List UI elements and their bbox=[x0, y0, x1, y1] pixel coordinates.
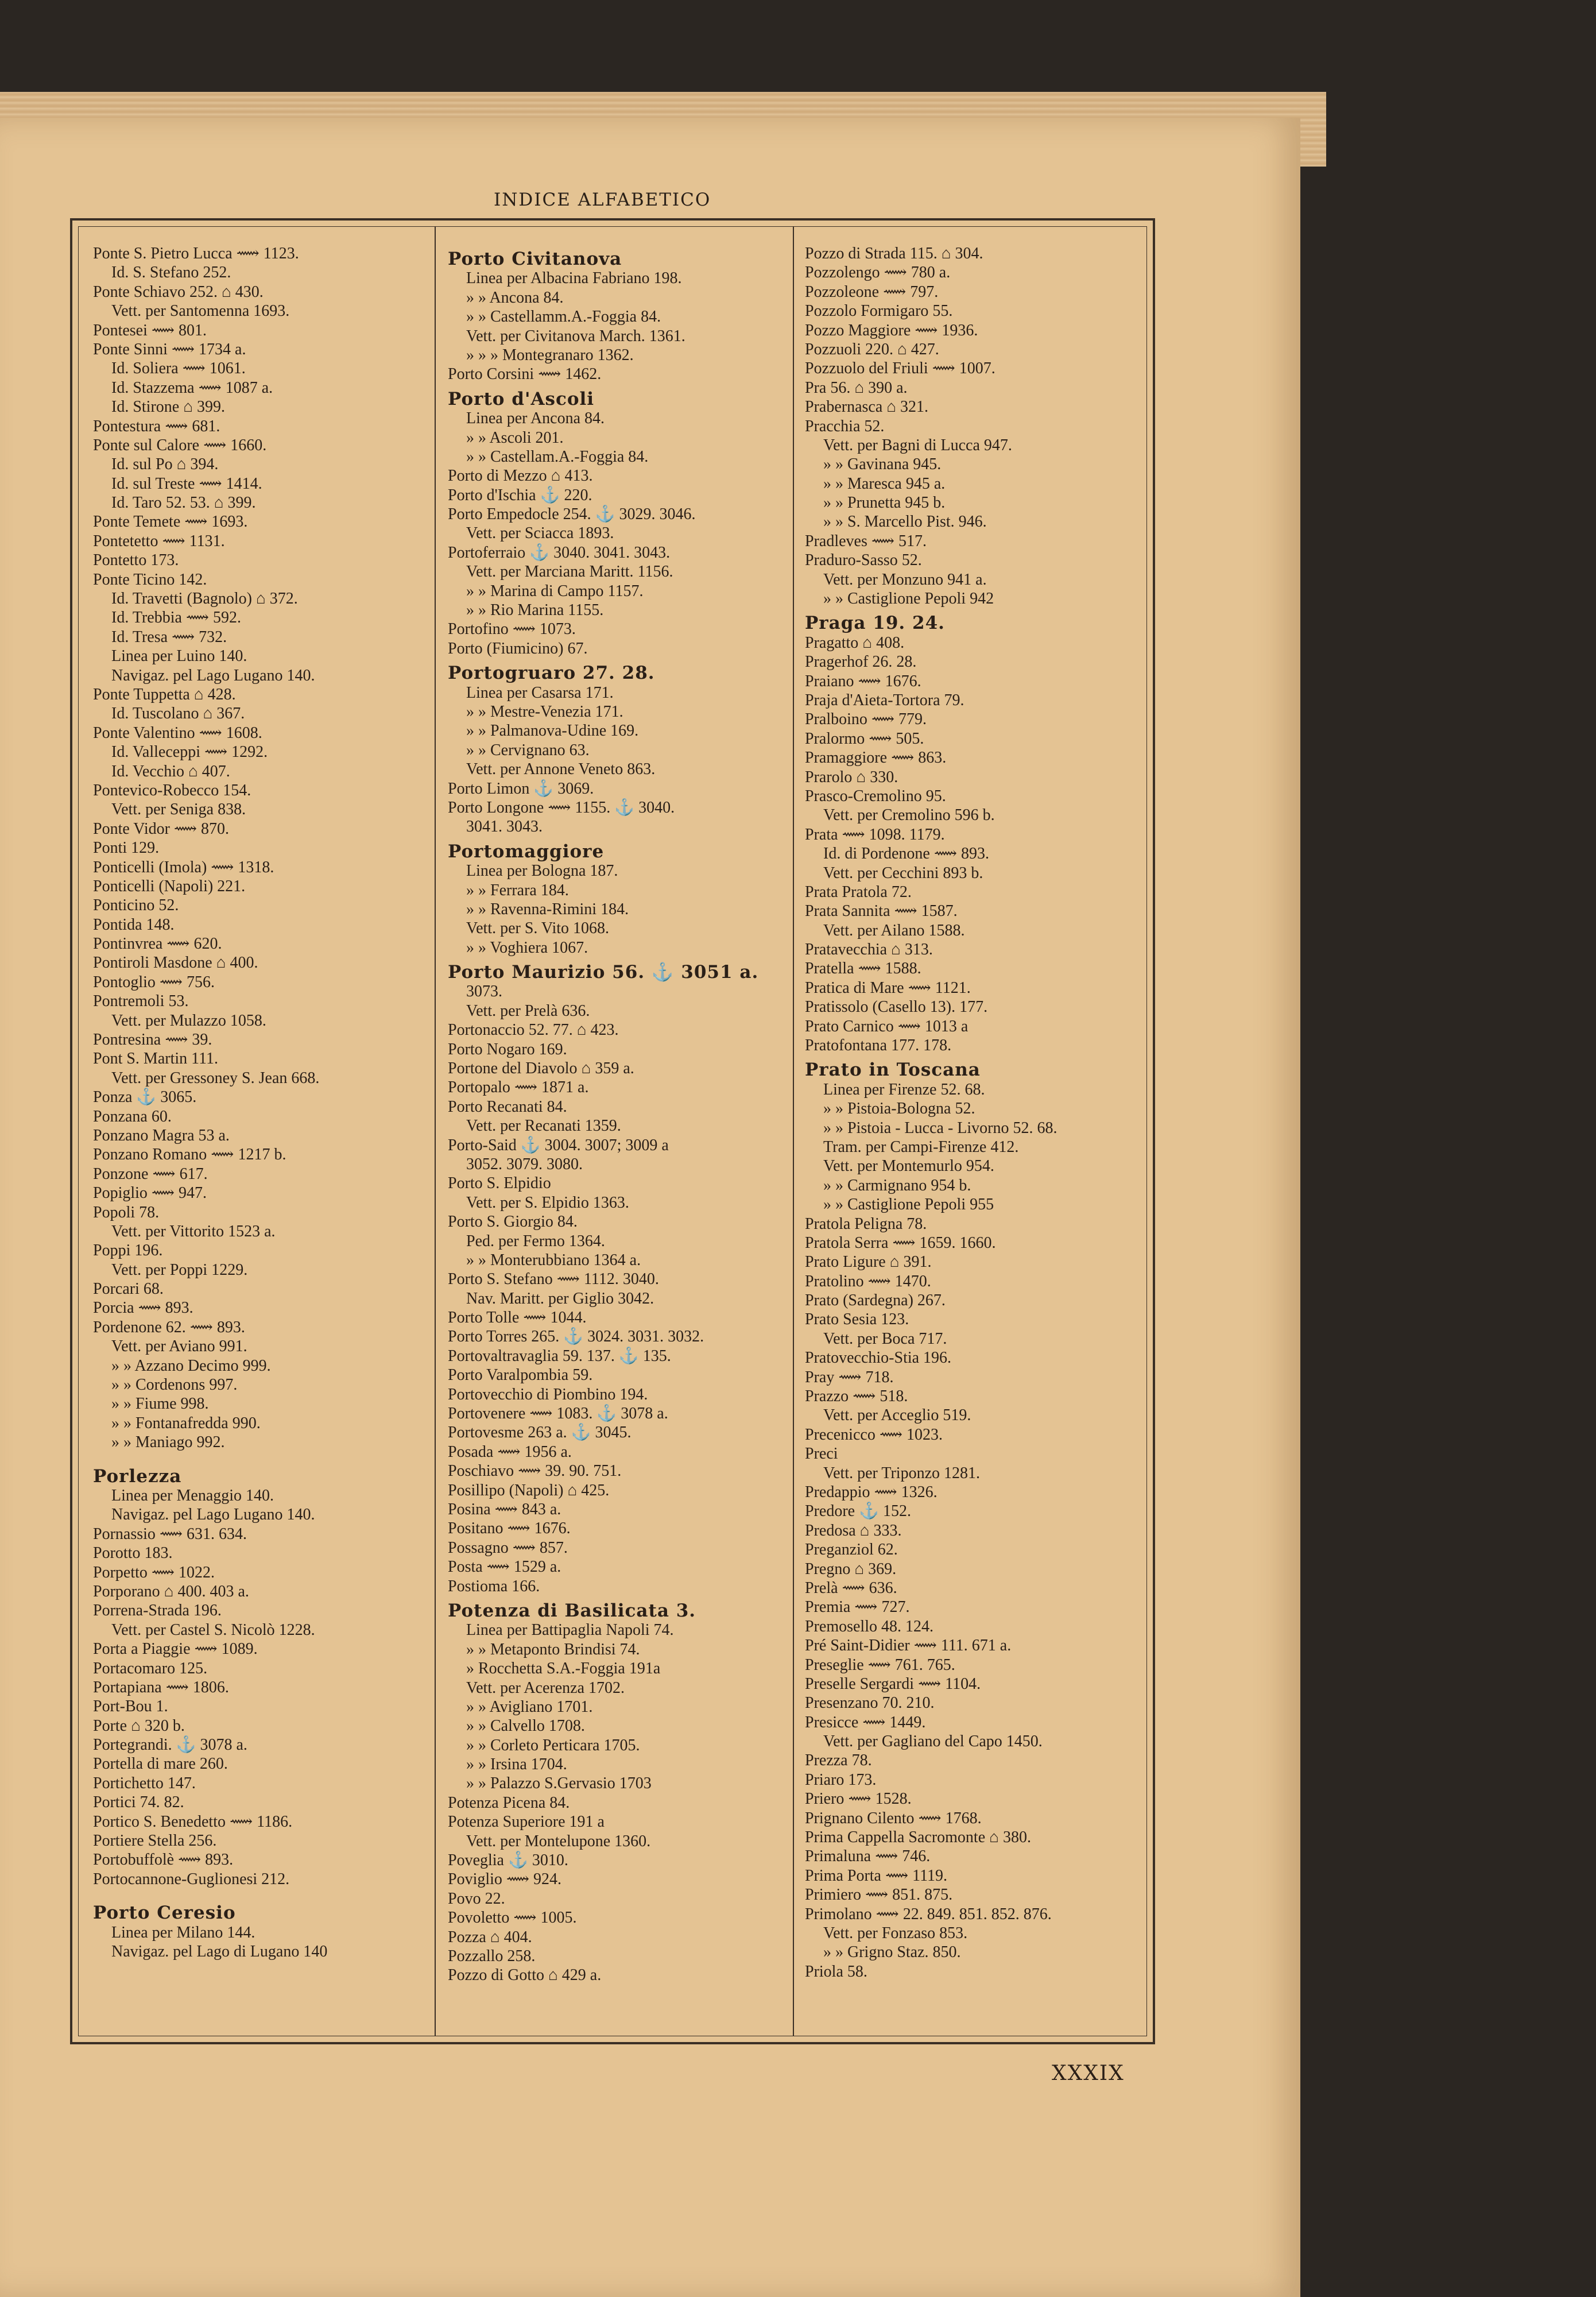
index-subentry: Vett. per Montelupone 1360. bbox=[466, 1832, 651, 1850]
index-entry: Ponte Schiavo 252. ⌂ 430. bbox=[93, 283, 264, 301]
index-subentry: Linea per Battipaglia Napoli 74. bbox=[466, 1621, 674, 1639]
index-entry: Pontremoli 53. bbox=[93, 992, 189, 1011]
index-entry: Portiere Stella 256. bbox=[93, 1832, 217, 1850]
index-entry: Pradleves ⟿ 517. bbox=[805, 532, 927, 550]
index-entry: Ponzano Romano ⟿ 1217 b. bbox=[93, 1146, 286, 1164]
index-heading: Portomaggiore bbox=[448, 841, 605, 862]
index-entry: Pontida 148. bbox=[93, 915, 175, 934]
index-entry: Pracchia 52. bbox=[805, 417, 885, 435]
index-heading: Porto Ceresio bbox=[93, 1902, 236, 1924]
index-entry: Porto Tolle ⟿ 1044. bbox=[448, 1309, 587, 1327]
index-subentry: Linea per Menaggio 140. bbox=[111, 1487, 274, 1505]
index-entry: Pozza ⌂ 404. bbox=[448, 1928, 532, 1946]
index-entry: Pralormo ⟿ 505. bbox=[805, 729, 924, 748]
index-subentry: » » Palmanova-Udine 169. bbox=[466, 722, 639, 740]
index-entry: Portovesme 263 a. ⚓ 3045. bbox=[448, 1424, 632, 1442]
index-subentry: » » Castiglione Pepoli 942 bbox=[823, 590, 994, 608]
index-entry: Porto S. Giorgio 84. bbox=[448, 1213, 578, 1231]
index-subentry: Id. Soliera ⟿ 1061. bbox=[111, 359, 246, 378]
index-subentry: Linea per Firenze 52. 68. bbox=[823, 1080, 985, 1099]
index-subentry: » » Pistoia-Bologna 52. bbox=[823, 1100, 975, 1118]
index-subentry: 3052. 3079. 3080. bbox=[466, 1155, 583, 1173]
index-entry: Postioma 166. bbox=[448, 1577, 540, 1595]
index-entry: Pozzuolo del Friuli ⟿ 1007. bbox=[805, 359, 995, 378]
index-subentry: » » Irsina 1704. bbox=[466, 1755, 567, 1774]
index-subentry: Vett. per Cremolino 596 b. bbox=[823, 806, 995, 825]
index-entry: Prazzo ⟿ 518. bbox=[805, 1387, 908, 1406]
index-entry: Predore ⚓ 152. bbox=[805, 1502, 911, 1521]
index-entry: Porpetto ⟿ 1022. bbox=[93, 1563, 215, 1581]
index-heading: Porto d'Ascoli bbox=[448, 388, 595, 409]
index-entry: Port-Bou 1. bbox=[93, 1697, 168, 1716]
index-entry: Potenza Superiore 191 a bbox=[448, 1813, 605, 1831]
index-entry: Porto S. Stefano ⟿ 1112. 3040. bbox=[448, 1270, 659, 1289]
index-entry: Pray ⟿ 718. bbox=[805, 1368, 894, 1386]
index-entry: Ponzone ⟿ 617. bbox=[93, 1165, 208, 1183]
index-entry: Popoli 78. bbox=[93, 1203, 160, 1221]
index-subentry: Vett. per Seniga 838. bbox=[111, 801, 246, 819]
index-entry: Posina ⟿ 843 a. bbox=[448, 1501, 561, 1518]
index-heading: Prato in Toscana bbox=[805, 1059, 981, 1081]
index-entry: Porto Longone ⟿ 1155. ⚓ 3040. bbox=[448, 798, 675, 817]
index-entry: Porto Limon ⚓ 3069. bbox=[448, 779, 594, 798]
index-entry: Prabernasca ⌂ 321. bbox=[805, 398, 929, 416]
index-entry: Pragerhof 26. 28. bbox=[805, 653, 917, 671]
index-subentry: » » Fontanafredda 990. bbox=[111, 1414, 261, 1432]
index-entry: Portegrandi. ⚓ 3078 a. bbox=[93, 1736, 247, 1754]
index-entry: Praiano ⟿ 1676. bbox=[805, 672, 921, 690]
index-heading: Porto Civitanova bbox=[448, 249, 622, 269]
index-entry: Ponza ⚓ 3065. bbox=[93, 1088, 197, 1107]
index-entry: Poviglio ⟿ 924. bbox=[448, 1870, 562, 1889]
entry-gap bbox=[93, 1889, 425, 1898]
index-entry: Ponzana 60. bbox=[93, 1107, 172, 1126]
column-divider bbox=[793, 227, 794, 2036]
index-entry: Portopalo ⟿ 1871 a. bbox=[448, 1078, 589, 1097]
index-entry: Pornassio ⟿ 631. 634. bbox=[93, 1525, 247, 1543]
index-subentry: » » Gavinana 945. bbox=[823, 455, 942, 474]
index-entry: Posillipo (Napoli) ⌂ 425. bbox=[448, 1481, 610, 1499]
index-entry: Prelà ⟿ 636. bbox=[805, 1579, 897, 1597]
index-subentry: » » Rio Marina 1155. bbox=[466, 601, 604, 620]
index-subentry: » » Fiume 998. bbox=[111, 1395, 209, 1413]
index-subentry: Vett. per Gagliano del Capo 1450. bbox=[823, 1733, 1043, 1751]
index-subentry: Vett. per Aviano 991. bbox=[111, 1337, 247, 1356]
index-entry: Pontetetto ⟿ 1131. bbox=[93, 532, 225, 550]
index-subentry: » » Corleto Perticara 1705. bbox=[466, 1736, 640, 1754]
page-number: XXXIX bbox=[1052, 2062, 1125, 2085]
index-entry: Pordenone 62. ⟿ 893. bbox=[93, 1318, 245, 1336]
index-entry: Possagno ⟿ 857. bbox=[448, 1538, 568, 1557]
index-subentry: » » » Montegranaro 1362. bbox=[466, 346, 634, 364]
index-entry: Ponte Vidor ⟿ 870. bbox=[93, 819, 230, 838]
index-subentry: Linea per Ancona 84. bbox=[466, 409, 605, 428]
index-entry: Ponticino 52. bbox=[93, 896, 179, 915]
index-entry: Posta ⟿ 1529 a. bbox=[448, 1558, 561, 1576]
index-entry: Porto Nogaro 169. bbox=[448, 1040, 567, 1058]
index-entry: Pozzo Maggiore ⟿ 1936. bbox=[805, 321, 978, 339]
index-entry: Prasco-Cremolino 95. bbox=[805, 787, 946, 805]
index-entry: Pré Saint-Didier ⟿ 111. 671 a. bbox=[805, 1637, 1012, 1655]
index-entry: Porcari 68. bbox=[93, 1280, 164, 1298]
index-entry: Pont S. Martin 111. bbox=[93, 1050, 219, 1068]
index-entry: Ponticelli (Napoli) 221. bbox=[93, 877, 246, 895]
index-entry: Praja d'Aieta-Tortora 79. bbox=[805, 691, 964, 709]
index-subentry: Vett. per Montemurlo 954. bbox=[823, 1157, 994, 1175]
index-subentry: » » Ferrara 184. bbox=[466, 881, 569, 899]
index-entry: Porcia ⟿ 893. bbox=[93, 1299, 193, 1317]
column-divider bbox=[435, 227, 436, 2036]
index-subentry: Linea per Casarsa 171. bbox=[466, 683, 614, 702]
index-subentry: Vett. per Ailano 1588. bbox=[823, 921, 965, 939]
index-subentry: Vett. per Triponzo 1281. bbox=[823, 1464, 980, 1482]
index-subentry: Ped. per Fermo 1364. bbox=[466, 1232, 605, 1250]
index-entry: Presicce ⟿ 1449. bbox=[805, 1713, 926, 1731]
index-subentry: Vett. per Prelà 636. bbox=[466, 1001, 590, 1020]
index-entry: Pozzo di Gotto ⌂ 429 a. bbox=[448, 1966, 602, 1985]
index-entry: Prato (Sardegna) 267. bbox=[805, 1291, 946, 1310]
index-entry: Pontiroli Masdone ⌂ 400. bbox=[93, 954, 258, 972]
index-entry: Portofino ⟿ 1073. bbox=[448, 620, 576, 639]
index-entry: Prata ⟿ 1098. 1179. bbox=[805, 825, 945, 844]
index-entry: Preganziol 62. bbox=[805, 1541, 898, 1559]
index-entry: Prima Cappella Sacromonte ⌂ 380. bbox=[805, 1828, 1031, 1847]
index-subentry: Vett. per Vittorito 1523 a. bbox=[111, 1222, 276, 1240]
index-entry: Pregno ⌂ 369. bbox=[805, 1560, 897, 1578]
index-entry: Portocannone-Guglionesi 212. bbox=[93, 1870, 290, 1888]
index-subentry: Id. sul Po ⌂ 394. bbox=[111, 455, 219, 474]
index-entry: Ponzano Magra 53 a. bbox=[93, 1126, 230, 1144]
index-entry: Pratella ⟿ 1588. bbox=[805, 960, 921, 978]
index-entry: Premia ⟿ 727. bbox=[805, 1598, 910, 1617]
index-entry: Povo 22. bbox=[448, 1889, 505, 1908]
index-subentry: » » Pistoia - Lucca - Livorno 52. 68. bbox=[823, 1119, 1057, 1137]
index-heading: Porto Maurizio 56. ⚓ 3051 a. bbox=[448, 962, 759, 983]
index-subentry: Vett. per Gressoney S. Jean 668. bbox=[111, 1069, 320, 1087]
index-subentry: Vett. per Sciacca 1893. bbox=[466, 524, 614, 543]
index-subentry: » » Mestre-Venezia 171. bbox=[466, 702, 623, 721]
index-subentry: Vett. per Castel S. Nicolò 1228. bbox=[111, 1621, 315, 1639]
index-subentry: Id. Taro 52. 53. ⌂ 399. bbox=[111, 494, 256, 512]
index-entry: Primaluna ⟿ 746. bbox=[805, 1847, 931, 1866]
index-entry: Primiero ⟿ 851. 875. bbox=[805, 1886, 953, 1904]
index-subentry: Vett. per S. Elpidio 1363. bbox=[466, 1193, 629, 1212]
index-subentry: » » Voghiera 1067. bbox=[466, 938, 588, 957]
index-subentry: Vett. per Annone Veneto 863. bbox=[466, 760, 656, 779]
index-entry: Posada ⟿ 1956 a. bbox=[448, 1443, 572, 1461]
index-subentry: » » Ancona 84. bbox=[466, 288, 564, 307]
index-subentry: 3073. bbox=[466, 983, 502, 1001]
index-entry: Pontesei ⟿ 801. bbox=[93, 321, 207, 339]
index-entry: Prezza 78. bbox=[805, 1751, 872, 1770]
index-subentry: Vett. per Marciana Maritt. 1156. bbox=[466, 563, 673, 581]
index-subentry: Tram. per Campi-Firenze 412. bbox=[823, 1138, 1019, 1156]
index-entry: Prarolo ⌂ 330. bbox=[805, 768, 898, 786]
index-subentry: Vett. per Civitanova March. 1361. bbox=[466, 327, 685, 345]
index-subentry: Linea per Milano 144. bbox=[111, 1923, 255, 1942]
index-subentry: Vett. per Bagni di Lucca 947. bbox=[823, 436, 1012, 454]
index-entry: Porrena-Strada 196. bbox=[93, 1602, 222, 1620]
entry-gap bbox=[93, 1452, 425, 1461]
index-subentry: Linea per Bologna 187. bbox=[466, 862, 618, 880]
index-subentry: » » Grigno Staz. 850. bbox=[823, 1943, 961, 1962]
index-subentry: » » Metaponto Brindisi 74. bbox=[466, 1640, 640, 1658]
index-subentry: » » Monterubbiano 1364 a. bbox=[466, 1251, 641, 1269]
index-subentry: Navigaz. pel Lago Lugano 140. bbox=[111, 666, 315, 685]
index-entry: Portacomaro 125. bbox=[93, 1659, 208, 1677]
index-subentry: Vett. per Boca 717. bbox=[823, 1329, 947, 1348]
index-entry: Pozzoleone ⟿ 797. bbox=[805, 283, 939, 301]
index-subentry: Vett. per Mulazzo 1058. bbox=[111, 1011, 266, 1030]
index-subentry: Id. Stazzema ⟿ 1087 a. bbox=[111, 378, 273, 397]
index-entry: Ponte Tuppetta ⌂ 428. bbox=[93, 685, 236, 703]
index-subentry: » » Ascoli 201. bbox=[466, 428, 564, 447]
index-entry: Ponticelli (Imola) ⟿ 1318. bbox=[93, 858, 274, 876]
index-entry: Porto Torres 265. ⚓ 3024. 3031. 3032. bbox=[448, 1328, 704, 1346]
index-entry: Portovaltravaglia 59. 137. ⚓ 135. bbox=[448, 1347, 671, 1365]
index-entry: Portella di mare 260. bbox=[93, 1755, 228, 1773]
index-subentry: Id. Vecchio ⌂ 407. bbox=[111, 762, 230, 780]
page-title: INDICE ALFABETICO bbox=[494, 190, 711, 210]
index-subentry: Vett. per Monzuno 941 a. bbox=[823, 570, 987, 589]
index-subentry: Id. sul Treste ⟿ 1414. bbox=[111, 474, 262, 493]
index-entry: Precenicco ⟿ 1023. bbox=[805, 1425, 943, 1444]
index-subentry: » » Prunetta 945 b. bbox=[823, 494, 946, 512]
index-entry: Porto Empedocle 254. ⚓ 3029. 3046. bbox=[448, 505, 696, 524]
index-entry: Prata Sannita ⟿ 1587. bbox=[805, 902, 958, 921]
index-subentry: Vett. per Acceglio 519. bbox=[823, 1406, 971, 1425]
index-entry: Porto-Said ⚓ 3004. 3007; 3009 a bbox=[448, 1136, 669, 1154]
index-subentry: Linea per Luino 140. bbox=[111, 647, 247, 666]
index-entry: Praduro-Sasso 52. bbox=[805, 551, 922, 570]
index-column-3 bbox=[805, 244, 1142, 2036]
index-entry: Pontoglio ⟿ 756. bbox=[93, 973, 215, 991]
index-entry: Portichetto 147. bbox=[93, 1774, 196, 1792]
index-entry: Pontinvrea ⟿ 620. bbox=[93, 935, 222, 953]
index-subentry: Id. S. Stefano 252. bbox=[111, 264, 231, 282]
index-entry: Pratica di Mare ⟿ 1121. bbox=[805, 979, 971, 997]
index-column-1 bbox=[93, 244, 425, 2036]
index-entry: Prima Porta ⟿ 1119. bbox=[805, 1866, 948, 1885]
index-subentry: Id. Travetti (Bagnolo) ⌂ 372. bbox=[111, 590, 298, 608]
index-entry: Prato Carnico ⟿ 1013 a bbox=[805, 1017, 969, 1035]
index-subentry: Vett. per S. Vito 1068. bbox=[466, 919, 610, 938]
index-subentry: Navigaz. pel Lago di Lugano 140 bbox=[111, 1942, 328, 1960]
index-entry: Portici 74. 82. bbox=[93, 1793, 184, 1812]
index-entry: Prignano Cilento ⟿ 1768. bbox=[805, 1809, 982, 1827]
index-entry: Pontetto 173. bbox=[93, 551, 179, 570]
index-entry: Preseglie ⟿ 761. 765. bbox=[805, 1656, 955, 1674]
index-entry: Ponte Temete ⟿ 1693. bbox=[93, 513, 248, 531]
index-entry: Pratola Peligna 78. bbox=[805, 1215, 927, 1233]
index-subentry: » » Avigliano 1701. bbox=[466, 1697, 593, 1716]
index-subentry: » » Castellamm.A.-Foggia 84. bbox=[466, 308, 661, 326]
index-subentry: Vett. per Recanati 1359. bbox=[466, 1117, 621, 1135]
index-entry: Pontestura ⟿ 681. bbox=[93, 417, 220, 435]
index-entry: Potenza Picena 84. bbox=[448, 1793, 570, 1812]
index-entry: Pozzolo Formigaro 55. bbox=[805, 302, 953, 320]
index-entry: Porta a Piaggie ⟿ 1089. bbox=[93, 1640, 258, 1658]
index-entry: Portonaccio 52. 77. ⌂ 423. bbox=[448, 1021, 619, 1039]
index-subentry: » » S. Marcello Pist. 946. bbox=[823, 513, 987, 531]
index-entry: Porto (Fiumicino) 67. bbox=[448, 639, 588, 658]
index-entry: Ponte sul Calore ⟿ 1660. bbox=[93, 436, 267, 454]
index-subentry: » » Carmignano 954 b. bbox=[823, 1176, 971, 1194]
index-entry: Porto d'Ischia ⚓ 220. bbox=[448, 486, 592, 504]
index-subentry: » » Cervignano 63. bbox=[466, 741, 590, 759]
index-entry: Pozzolengo ⟿ 780 a. bbox=[805, 264, 951, 282]
index-subentry: » » Azzano Decimo 999. bbox=[111, 1356, 271, 1375]
index-entry: Portone del Diavolo ⌂ 359 a. bbox=[448, 1059, 634, 1078]
index-subentry: Vett. per Poppi 1229. bbox=[111, 1260, 248, 1279]
index-subentry: Vett. per Acerenza 1702. bbox=[466, 1679, 625, 1697]
index-entry: Poveglia ⚓ 3010. bbox=[448, 1851, 568, 1870]
index-subentry: Id. Valleceppi ⟿ 1292. bbox=[111, 743, 268, 761]
index-entry: Pralboino ⟿ 779. bbox=[805, 710, 927, 729]
index-entry: Pratofontana 177. 178. bbox=[805, 1037, 952, 1055]
index-entry: Porto Varalpombia 59. bbox=[448, 1366, 593, 1385]
index-entry: Preselle Sergardi ⟿ 1104. bbox=[805, 1675, 981, 1693]
index-entry: Pozzallo 258. bbox=[448, 1947, 536, 1965]
index-entry: Priaro 173. bbox=[805, 1770, 877, 1789]
index-heading: Praga 19. 24. bbox=[805, 613, 945, 634]
index-entry: Pratola Serra ⟿ 1659. 1660. bbox=[805, 1233, 996, 1252]
index-subentry: » » Palazzo S.Gervasio 1703 bbox=[466, 1774, 652, 1793]
index-entry: Portobuffolè ⟿ 893. bbox=[93, 1851, 234, 1869]
index-entry: Positano ⟿ 1676. bbox=[448, 1519, 571, 1538]
index-entry: Priola 58. bbox=[805, 1962, 867, 1981]
index-entry: Pra 56. ⌂ 390 a. bbox=[805, 378, 908, 397]
index-subentry: Navigaz. pel Lago Lugano 140. bbox=[111, 1506, 315, 1524]
index-entry: Pontresina ⟿ 39. bbox=[93, 1031, 212, 1049]
index-column-2 bbox=[448, 244, 781, 2036]
index-subentry: » » Cordenons 997. bbox=[111, 1376, 238, 1394]
index-subentry: » » Ravenna-Rimini 184. bbox=[466, 900, 629, 918]
index-subentry: Vett. per Cecchini 893 b. bbox=[823, 864, 983, 882]
index-entry: Preci bbox=[805, 1445, 838, 1463]
index-entry: Presenzano 70. 210. bbox=[805, 1694, 935, 1712]
index-subentry: » » Maresca 945 a. bbox=[823, 474, 946, 493]
index-entry: Prato Ligure ⌂ 391. bbox=[805, 1253, 932, 1271]
index-entry: Porotto 183. bbox=[93, 1544, 173, 1563]
index-entry: Pozzuoli 220. ⌂ 427. bbox=[805, 340, 939, 358]
index-entry: Prata Pratola 72. bbox=[805, 883, 912, 901]
index-subentry: » » Maniago 992. bbox=[111, 1433, 225, 1452]
index-heading: Potenza di Basilicata 3. bbox=[448, 1600, 696, 1621]
index-entry: Ponte Valentino ⟿ 1608. bbox=[93, 724, 262, 742]
index-entry: Porto Corsini ⟿ 1462. bbox=[448, 365, 602, 384]
index-entry: Porto di Mezzo ⌂ 413. bbox=[448, 467, 593, 485]
index-subentry: Vett. per Santomenna 1693. bbox=[111, 302, 290, 320]
index-entry: Porte ⌂ 320 b. bbox=[93, 1716, 185, 1735]
index-entry: Povoletto ⟿ 1005. bbox=[448, 1909, 577, 1927]
index-entry: Portico S. Benedetto ⟿ 1186. bbox=[93, 1812, 293, 1831]
index-heading: Portogruaro 27. 28. bbox=[448, 663, 655, 684]
index-entry: Poschiavo ⟿ 39. 90. 751. bbox=[448, 1462, 622, 1480]
index-entry: Ponte Ticino 142. bbox=[93, 570, 207, 589]
index-entry: Popiglio ⟿ 947. bbox=[93, 1184, 207, 1202]
index-entry: Predosa ⌂ 333. bbox=[805, 1521, 902, 1540]
index-entry: Priero ⟿ 1528. bbox=[805, 1790, 912, 1808]
index-entry: Portapiana ⟿ 1806. bbox=[93, 1678, 229, 1696]
index-subentry: Id. Stirone ⌂ 399. bbox=[111, 398, 226, 416]
index-subentry: » Rocchetta S.A.-Foggia 191a bbox=[466, 1660, 661, 1678]
index-entry: Pragatto ⌂ 408. bbox=[805, 633, 905, 652]
index-entry: Predappio ⟿ 1326. bbox=[805, 1483, 938, 1501]
index-subentry: » » Marina di Campo 1157. bbox=[466, 582, 644, 600]
index-subentry: » » Castiglione Pepoli 955 bbox=[823, 1196, 994, 1214]
index-subentry: » » Calvello 1708. bbox=[466, 1717, 585, 1735]
index-entry: Ponte Sinni ⟿ 1734 a. bbox=[93, 340, 246, 358]
index-entry: Pramaggiore ⟿ 863. bbox=[805, 749, 947, 767]
index-entry: Porporano ⌂ 400. 403 a. bbox=[93, 1582, 249, 1600]
index-subentry: Id. Tuscolano ⌂ 367. bbox=[111, 705, 245, 723]
index-subentry: 3041. 3043. bbox=[466, 818, 543, 836]
index-entry: Pratissolo (Casello 13). 177. bbox=[805, 998, 988, 1016]
index-heading: Porlezza bbox=[93, 1465, 182, 1487]
index-entry: Prato Sesia 123. bbox=[805, 1310, 909, 1329]
index-entry: Premosello 48. 124. bbox=[805, 1617, 933, 1635]
index-subentry: Id. Trebbia ⟿ 592. bbox=[111, 609, 242, 627]
index-subentry: Linea per Albacina Fabriano 198. bbox=[466, 269, 682, 288]
index-entry: Pozzo di Strada 115. ⌂ 304. bbox=[805, 245, 983, 262]
index-entry: Porto S. Elpidio bbox=[448, 1174, 551, 1193]
index-entry: Portoferraio ⚓ 3040. 3041. 3043. bbox=[448, 543, 671, 562]
index-subentry: » » Castellam.A.-Foggia 84. bbox=[466, 447, 649, 466]
index-entry: Ponte S. Pietro Lucca ⟿ 1123. bbox=[93, 245, 299, 262]
index-subentry: Nav. Maritt. per Giglio 3042. bbox=[466, 1289, 654, 1308]
index-entry: Primolano ⟿ 22. 849. 851. 852. 876. bbox=[805, 1905, 1052, 1923]
index-entry: Pratavecchia ⌂ 313. bbox=[805, 941, 933, 959]
index-subentry: Id. di Pordenone ⟿ 893. bbox=[823, 845, 989, 863]
index-entry: Portovecchio di Piombino 194. bbox=[448, 1385, 648, 1403]
index-subentry: Vett. per Fonzaso 853. bbox=[823, 1924, 968, 1942]
index-entry: Poppi 196. bbox=[93, 1242, 163, 1260]
index-entry: Pratovecchio-Stia 196. bbox=[805, 1349, 952, 1367]
index-entry: Porto Recanati 84. bbox=[448, 1097, 567, 1116]
index-subentry: Id. Tresa ⟿ 732. bbox=[111, 628, 227, 646]
index-entry: Ponti 129. bbox=[93, 839, 160, 857]
index-entry: Pontevico-Robecco 154. bbox=[93, 781, 251, 799]
index-entry: Pratolino ⟿ 1470. bbox=[805, 1272, 931, 1290]
index-entry: Portovenere ⟿ 1083. ⚓ 3078 a. bbox=[448, 1405, 668, 1423]
